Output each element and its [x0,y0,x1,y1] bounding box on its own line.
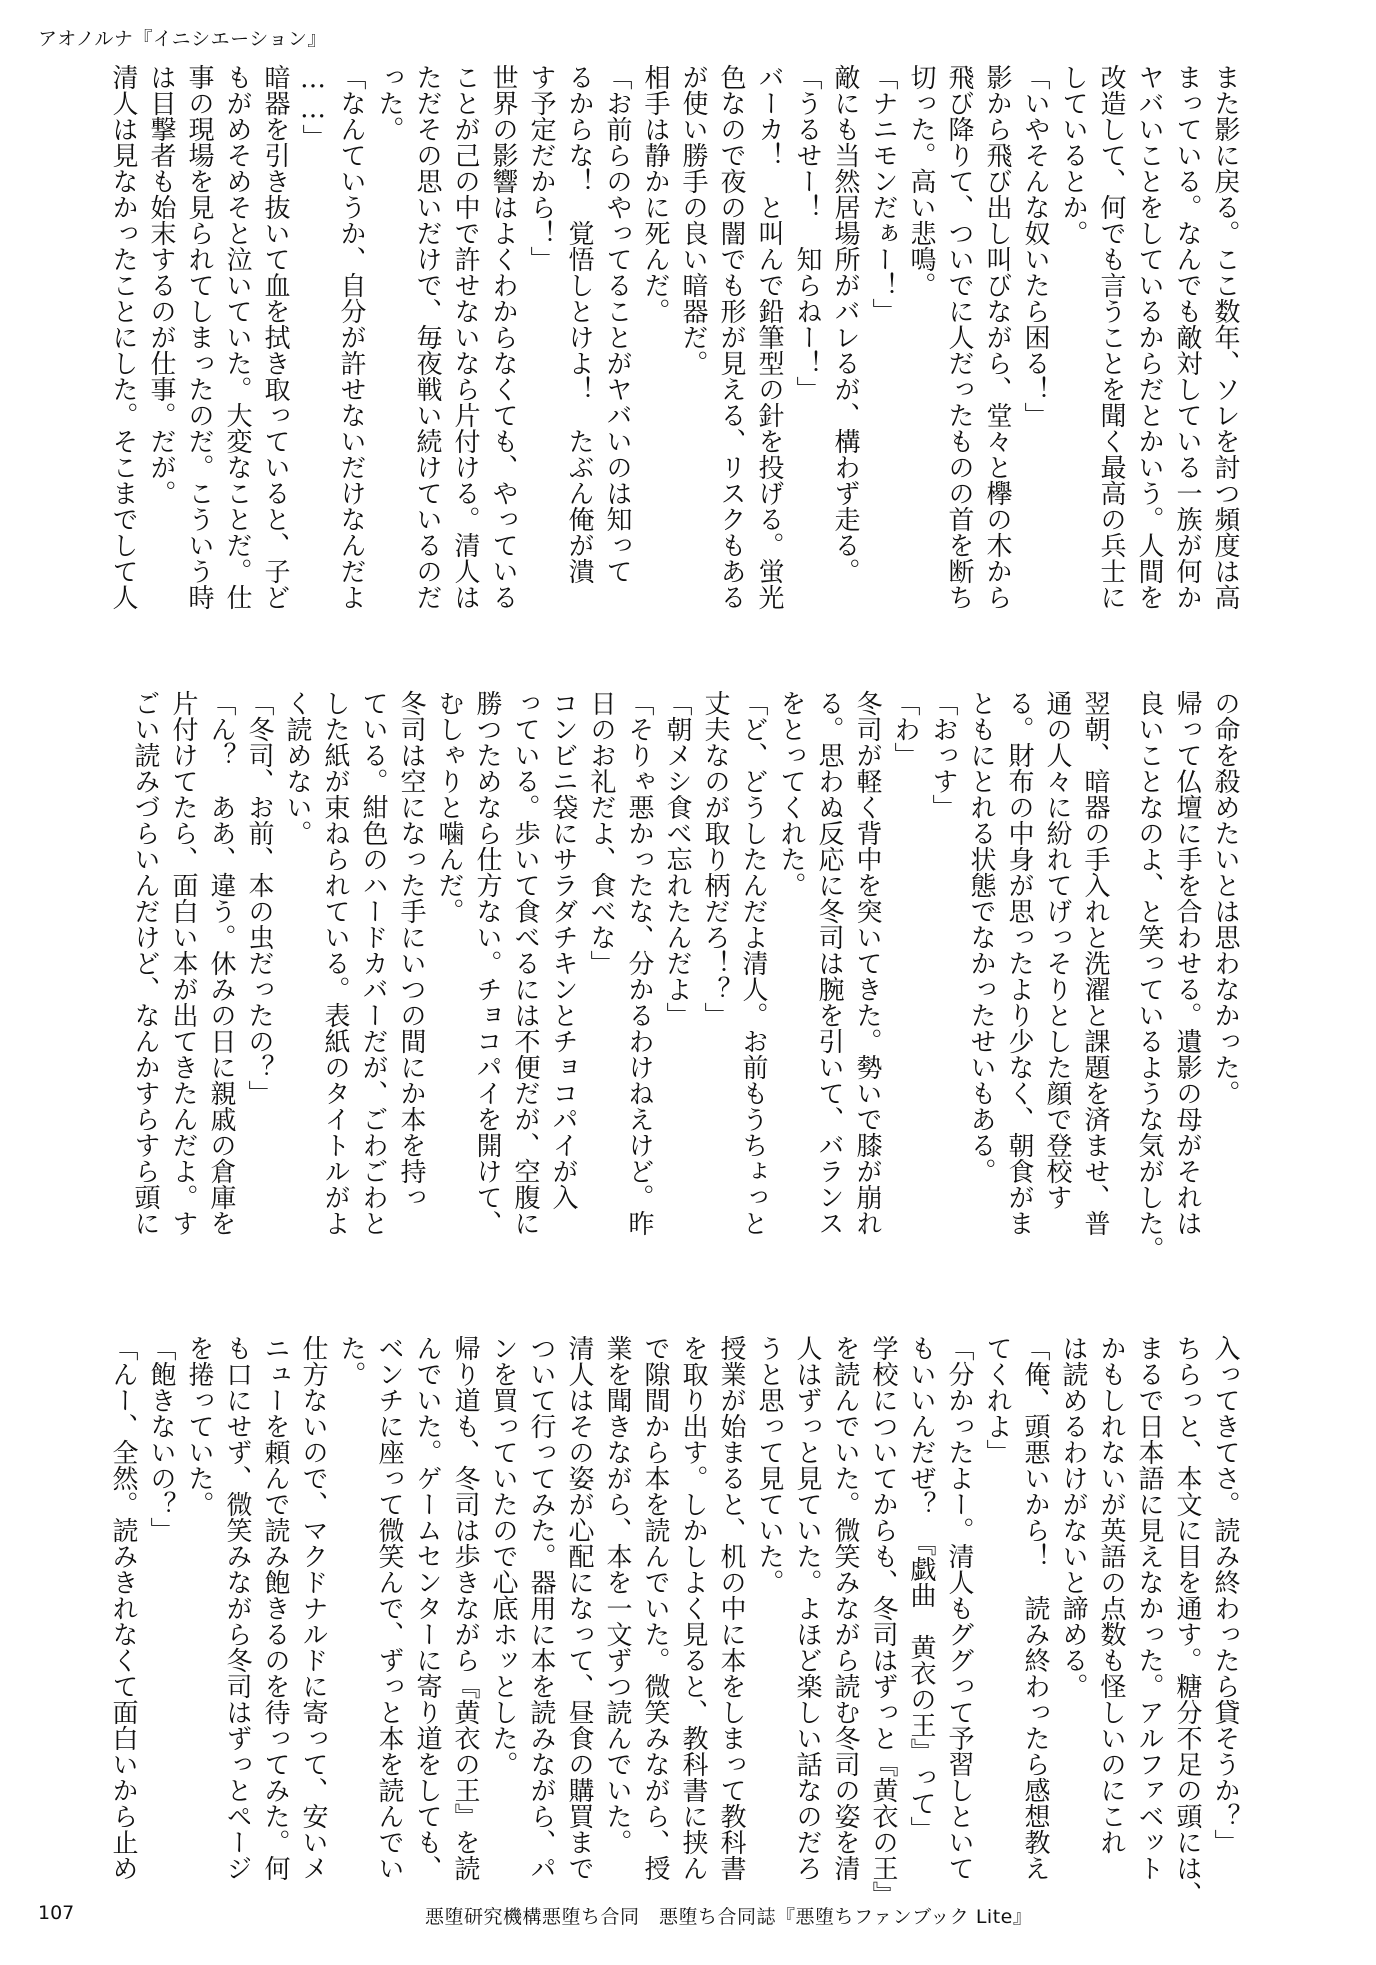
text-line: 帰って仏壇に手を合わせる。遺影の母がそれは [1172,690,1202,1236]
text-line: を捲っていた。 [184,1335,214,1517]
text-line: も口にせず、微笑みながら冬司はずっとページ [222,1335,252,1881]
text-line: 改造して、何でも言うことを聞く最高の兵士に [1096,64,1126,610]
text-line: 「なんていうか、自分が許せないだけなんだよ [336,64,366,610]
text-line: 翌朝、暗器の手入れと洗濯と課題を済ませ、普 [1080,690,1110,1236]
text-line: むしゃりと噛んだ。 [434,690,464,924]
text-line: の命を殺めたいとは思わなかった。 [1210,690,1240,1106]
text-line: ……」 [298,64,328,150]
text-line: しているとか。 [1058,64,1088,246]
text-line: ごい読みづらいんだけど、なんかすらすら頭に [130,690,160,1236]
running-header-title: アオノルナ『イニシエーション』 [38,28,327,50]
text-line: ンを買っていたので心底ホッとした。 [488,1335,518,1777]
text-line: まるで日本語に見えなかった。アルファベット [1134,1335,1164,1881]
text-line: 色なので夜の闇でも形が見える、リスクもある [716,64,746,610]
text-line: 授業が始まると、机の中に本をしまって教科書 [716,1335,746,1881]
text-line: ただその思いだけで、毎夜戦い続けているのだ [412,64,442,610]
text-line: 入ってきてさ。読み終わったら貸そうか？」 [1210,1335,1240,1855]
text-line: を取り出す。しかしよく見ると、教科書に挟ん [678,1335,708,1881]
text-line: 冬司が軽く背中を突いてきた。勢いで膝が崩れ [852,690,882,1236]
text-line: 学校についてからも、冬司はずっと『黄衣の王』 [868,1335,898,1907]
text-block-top [108,64,1240,674]
text-line: 「いやそんな奴いたら困る！」 [1020,64,1050,428]
text-line: うと思って見ていた。 [754,1335,784,1595]
text-line: 暗器を引き抜いて血を拭き取っていると、子ど [260,64,290,610]
text-line: 業を聞きながら、本を一文ずつ読んでいた。 [602,1335,632,1855]
text-line: 「そりゃ悪かったな、分かるわけねえけど。昨 [624,690,654,1236]
text-block-bottom [108,1335,1240,1965]
text-line: ついて行ってみた。器用に本を読みながら、パ [526,1335,556,1881]
text-line: 清人は見なかったことにした。そこまでして人 [108,64,138,610]
page-number: 107 [38,1902,75,1924]
text-line: ている。紺色のハードカバーだが、ごわごわと [358,690,388,1236]
text-line: は読めるわけがないと諦める。 [1058,1335,1088,1699]
text-line: 清人はその姿が心配になって、昼食の購買まで [564,1335,594,1881]
text-line: った。 [374,64,404,142]
text-line: る。財布の中身が思ったより少なく、朝食がま [1004,690,1034,1236]
text-line: 「お前らのやってることがヤバいのは知って [602,64,632,584]
text-line: 切った。高い悲鳴。 [906,64,936,298]
text-line: 丈夫なのが取り柄だろ！？」 [700,690,730,1028]
text-line: 「うるせー！ 知らねー！」 [792,64,822,402]
text-line: また影に戻る。ここ数年、ソレを討つ頻度は高 [1210,64,1240,610]
text-line: 冬司は空になった手にいつの間にか本を持っ [396,690,426,1210]
text-line [1118,690,1126,1320]
text-line: 勝つためなら仕方ない。チョコパイを開けて、 [472,690,502,1236]
text-line: す予定だから！」 [526,64,556,272]
text-line: コンビニ袋にサラダチキンとチョコパイが入 [548,690,578,1210]
text-line: が使い勝手の良い暗器だ。 [678,64,708,376]
text-line: 「んー、全然。読みきれなくて面白いから止め [108,1335,138,1881]
text-line: るからな！ 覚悟しとけよ！ たぶん俺が潰 [564,64,594,584]
text-line: ベンチに座って微笑んで、ずっと本を読んでい [374,1335,404,1881]
text-line: ヤバいことをしているからだとかいう。人間を [1134,64,1164,610]
text-line: を読んでいた。微笑みながら読む冬司の姿を清 [830,1335,860,1881]
text-line: んでいた。ゲームセンターに寄り道をしても、 [412,1335,442,1881]
text-block-middle [130,690,1240,1320]
text-line: は目撃者も始末するのが仕事。だが。 [146,64,176,506]
text-line: で隙間から本を読んでいた。微笑みながら、授 [640,1335,670,1881]
text-line: 敵にも当然居場所がバレるが、構わず走る。 [830,64,860,584]
text-line: もがめそめそと泣いていた。大変なことだ。仕 [222,64,252,610]
text-line: かもしれないが英語の点数も怪しいのにこれ [1096,1335,1126,1855]
text-line: 通の人々に紛れてげっそりとした顔で登校す [1042,690,1072,1210]
text-line: 人はずっと見ていた。よほど楽しい話なのだろ [792,1335,822,1881]
text-line: した紙が束ねられている。表紙のタイトルがよ [320,690,350,1236]
text-line: る。思わぬ反応に冬司は腕を引いて、バランス [814,690,844,1236]
text-line: く読めない。 [282,690,312,846]
text-line: 「冬司、お前、本の虫だったの？」 [244,690,274,1106]
text-line: 影から飛び出し叫びながら、堂々と欅の木から [982,64,1012,610]
text-line: まっている。なんでも敵対している一族が何か [1172,64,1202,610]
text-line: バーカ！ と叫んで鉛筆型の針を投げる。蛍光 [754,64,784,610]
text-line: 「ん？ ああ、違う。休みの日に親戚の倉庫を [206,690,236,1236]
text-line: 「朝メシ食べ忘れたんだよ」 [662,690,692,1028]
footer-credit: 悪堕研究機構悪堕ち合同 悪堕ち合同誌『悪堕ちファンブック Lite』 [425,1906,1033,1928]
text-line: 「俺、頭悪いから！ 読み終わったら感想教え [1020,1335,1050,1881]
text-line: てくれよ」 [982,1335,1012,1465]
text-line: 良いことなのよ、と笑っているような気がした。 [1134,690,1164,1262]
text-line: をとってくれた。 [776,690,806,898]
text-line: 飛び降りて、ついでに人だったものの首を断ち [944,64,974,610]
text-line: 事の現場を見られてしまったのだ。こういう時 [184,64,214,610]
text-line: 「おっす」 [928,690,958,820]
text-line: 仕方ないので、マクドナルドに寄って、安いメ [298,1335,328,1881]
text-line: ことが己の中で許せないなら片付ける。清人は [450,64,480,610]
text-line: もいいんだぜ？ 『戯曲 黄衣の王』って」 [906,1335,936,1842]
text-line: 相手は静かに死んだ。 [640,64,670,324]
text-line: 「飽きないの？」 [146,1335,176,1543]
text-line: っている。歩いて食べるには不便だが、空腹に [510,690,540,1236]
text-line: ニューを頼んで読み飽きるのを待ってみた。何 [260,1335,290,1881]
text-line: 片付けてたら、面白い本が出てきたんだよ。す [168,690,198,1236]
text-line: た。 [336,1335,366,1387]
text-line: 「ど、どうしたんだよ清人。お前もうちょっと [738,690,768,1236]
text-line: ともにとれる状態でなかったせいもある。 [966,690,996,1184]
text-line: 世界の影響はよくわからなくても、やっている [488,64,518,610]
text-line: 帰り道も、冬司は歩きながら『黄衣の王』を読 [450,1335,480,1881]
text-line: 「わ」 [890,690,920,768]
text-line: ちらっと、本文に目を通す。糖分不足の頭には、 [1172,1335,1202,1907]
text-line: 「ナニモンだぁー！」 [868,64,898,324]
text-line: 日のお礼だよ、食べな」 [586,690,616,976]
text-line: 「分かったよー。清人もググって予習しといて [944,1335,974,1881]
